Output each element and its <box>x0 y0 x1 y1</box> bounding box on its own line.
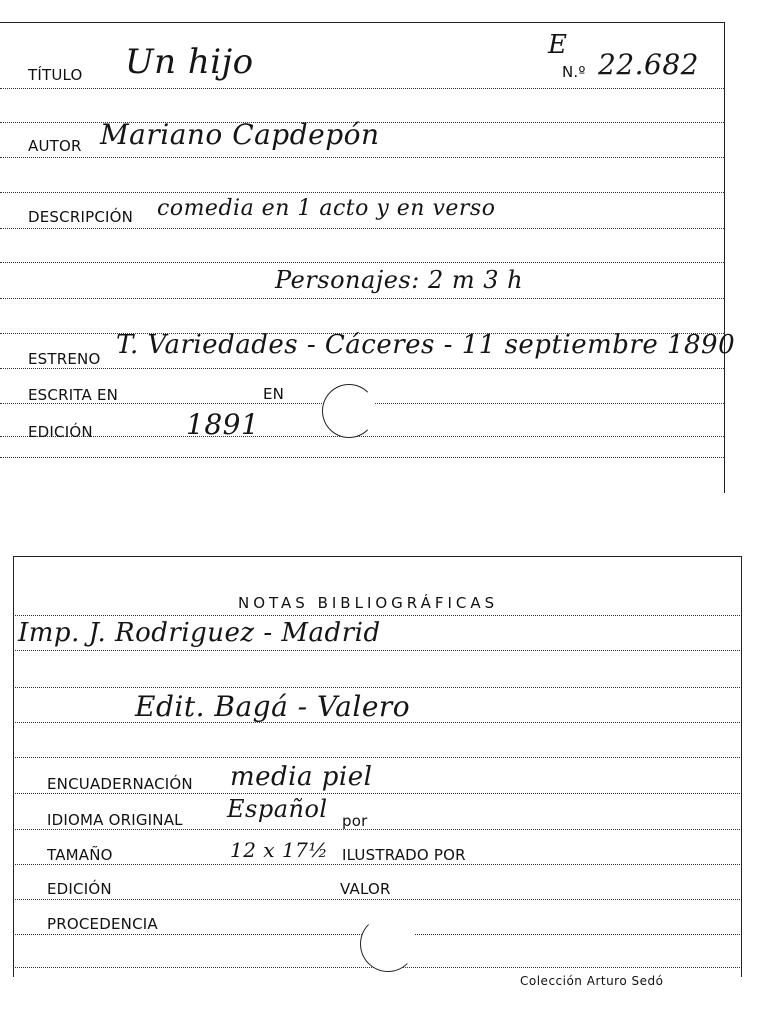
number-value: 22.682 <box>598 48 699 81</box>
edicion-value: 1891 <box>186 408 260 441</box>
rule <box>0 368 724 369</box>
note-line-2: Edit. Bagá - Valero <box>135 690 411 723</box>
number-label: N.º <box>562 63 586 81</box>
descripcion-label: DESCRIPCIÓN <box>28 208 134 226</box>
collection-footer: Colección Arturo Sedó <box>520 974 664 988</box>
tamano-value: 12 x 17½ <box>230 838 329 862</box>
card-mark: E <box>548 30 568 60</box>
rule <box>15 687 740 688</box>
escrita-en-label: ESCRITA EN <box>28 386 119 404</box>
rule <box>0 262 724 263</box>
encuadernacion-value: media piel <box>230 762 373 792</box>
rule <box>15 615 740 616</box>
rule <box>0 192 724 193</box>
valor-label: VALOR <box>340 880 391 898</box>
ilustrado-label: ILUSTRADO POR <box>342 846 466 864</box>
idioma-label: IDIOMA ORIGINAL <box>47 811 183 829</box>
descripcion-personajes: Personajes: 2 m 3 h <box>275 266 524 294</box>
idioma-value: Español <box>227 795 328 823</box>
rule <box>15 899 740 900</box>
rule <box>0 436 724 437</box>
punch-hole <box>360 916 416 972</box>
procedencia-label: PROCEDENCIA <box>47 915 158 933</box>
edicion2-label: EDICIÓN <box>47 880 112 898</box>
en-label: EN <box>263 385 285 403</box>
estreno-value: T. Variedades - Cáceres - 11 septiembre 1890 <box>116 330 736 360</box>
por-label: por <box>342 812 368 830</box>
estreno-label: ESTRENO <box>28 350 101 368</box>
rule <box>0 88 724 89</box>
rule <box>15 829 740 830</box>
encuadernacion-label: ENCUADERNACIÓN <box>47 775 193 793</box>
punch-hole <box>322 384 376 438</box>
rule <box>0 228 724 229</box>
note-line-1: Imp. J. Rodriguez - Madrid <box>18 618 381 648</box>
titulo-value: Un hijo <box>125 42 254 82</box>
titulo-label: TÍTULO <box>28 66 83 84</box>
edicion-label: EDICIÓN <box>28 423 93 441</box>
rule <box>0 457 724 458</box>
descripcion-value: comedia en 1 acto y en verso <box>157 196 496 221</box>
rule <box>0 298 724 299</box>
rule <box>15 864 740 865</box>
rule <box>0 157 724 158</box>
rule <box>15 650 740 651</box>
autor-value: Mariano Capdepón <box>100 118 380 151</box>
tamano-label: TAMAÑO <box>47 846 113 864</box>
autor-label: AUTOR <box>28 137 82 155</box>
rule <box>15 757 740 758</box>
notas-heading: NOTAS BIBLIOGRÁFICAS <box>238 594 499 612</box>
rule <box>15 793 740 794</box>
